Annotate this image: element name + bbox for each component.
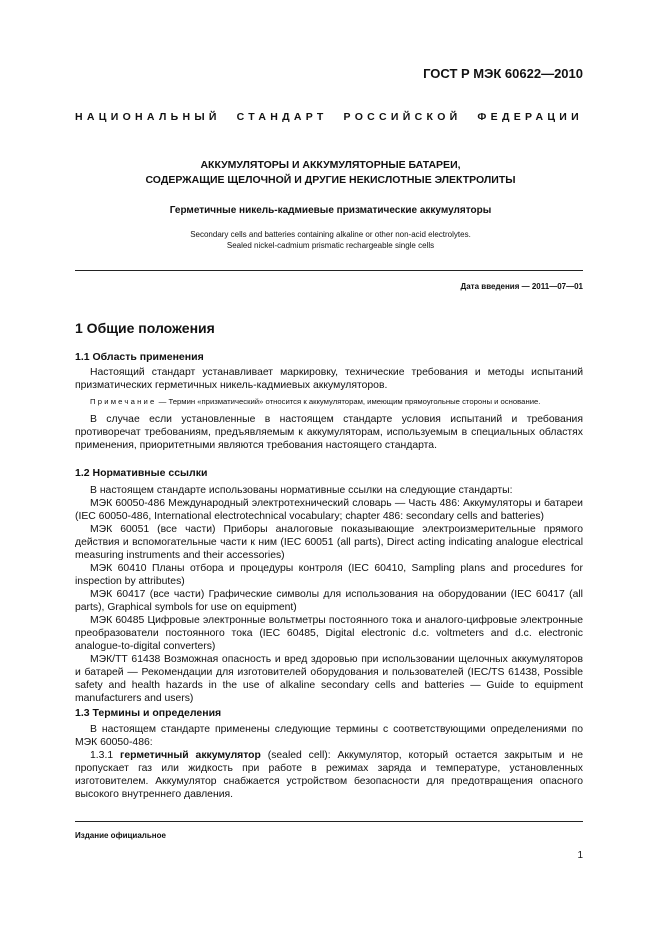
note-label: Примечание bbox=[90, 397, 157, 406]
reference-item: МЭК 60485 Цифровые электронные вольтметры постоянного тока и аналого-цифровые электронные преобразователи постоянного тока (IEC 60485, Digital electronic d.c. voltmeters and d.c. electronic analogue-to-digital converters) bbox=[75, 615, 583, 652]
term-number: 1.3.1 bbox=[90, 750, 114, 761]
subsection-heading-1-1: 1.1 Область применения bbox=[75, 351, 204, 363]
section-heading: 1 Общие положения bbox=[75, 320, 215, 336]
subsection-heading-1-3: 1.3 Термины и определения bbox=[75, 707, 222, 719]
reference-item: МЭК 60417 (все части) Графические символы для использования на оборудовании (IEC 60417 (all parts), Graphical symbols for use on equipment) bbox=[75, 589, 583, 613]
national-standard-banner: НАЦИОНАЛЬНЫЙ СТАНДАРТ РОССИЙСКОЙ ФЕДЕРАЦИИ bbox=[75, 111, 583, 123]
term-name: герметичный аккумулятор bbox=[120, 750, 261, 761]
subsection-heading-1-2: 1.2 Нормативные ссылки bbox=[75, 467, 208, 479]
term-text: (sealed cell): Аккумулятор, который остается закрытым и не пропускает газ или жидкость при работе в режимах заряда и температуре, установленных изготовителем. Аккумулятор снабжается устройством безопасности для предотвращения опасного высокого внутреннего давления. bbox=[75, 750, 584, 800]
paragraph: В случае если установленные в настоящем стандарте условия испытаний и требования противоречат требованиям, предъявляемым к аккумуляторам, используемым в специальных областях применения, приоритетными являются требования настоящего стандарта. bbox=[75, 414, 583, 451]
english-title-line-2: Sealed nickel-cadmium prismatic rechargeable single cells bbox=[226, 241, 435, 250]
reference-item: МЭК 60051 (все части) Приборы аналоговые показывающие электроизмерительные прямого действия и вспомогательные части к ним (IEC 60051 (all parts), Direct acting indicating analogue electrical measuring instruments and their accessories) bbox=[75, 524, 583, 561]
introduction-date: Дата введения — 2011—07—01 bbox=[460, 282, 583, 291]
english-title-line-1: Secondary cells and batteries containing alkaline or other non-acid electrolytes. bbox=[190, 230, 471, 239]
edition-label: Издание официальное bbox=[75, 831, 166, 840]
note bbox=[75, 396, 583, 408]
subsection-1-2-body bbox=[75, 484, 583, 705]
title-line-2: СОДЕРЖАЩИЕ ЩЕЛОЧНОЙ И ДРУГИЕ НЕКИСЛОТНЫЕ ЭЛЕКТРОЛИТЫ bbox=[145, 174, 516, 186]
reference-item: МЭК 60410 Планы отбора и процедуры контроля (IEC 60410, Sampling plans and procedures for inspection by attributes) bbox=[75, 563, 583, 587]
subtitle: Герметичные никель-кадмиевые призматические аккумуляторы bbox=[169, 205, 492, 216]
reference-item: МЭК/ТТ 61438 Возможная опасность и вред здоровью при использовании щелочных аккумуляторов и батарей — Рекомендации для изготовителей оборудования и пользователей (IEC/TS 61438, Possible safety and health hazards in the use of alkaline secondary cells and batteries — Guide to equipment manufacturers and users) bbox=[75, 654, 583, 704]
page-number: 1 bbox=[577, 850, 583, 861]
paragraph: Настоящий стандарт устанавливает маркировку, технические требования и методы испытаний призматических герметичных никель-кадмиевых аккумуляторов. bbox=[75, 367, 583, 391]
subsection-1-3-body bbox=[75, 723, 583, 801]
paragraph: В настоящем стандарте использованы нормативные ссылки на следующие стандарты: bbox=[90, 485, 513, 496]
term-definition bbox=[75, 749, 583, 801]
reference-item: МЭК 60050-486 Международный электротехнический словарь — Часть 486: Аккумуляторы и батареи (IEC 60050-486, International electrotechnical vocabulary; chapter 486: secondary cells and batteries) bbox=[75, 498, 583, 522]
title-line-1: АККУМУЛЯТОРЫ И АККУМУЛЯТОРНЫЕ БАТАРЕИ, bbox=[200, 159, 461, 171]
subsection-1-1-body bbox=[75, 366, 583, 452]
note-text: — Термин «призматический» относится к аккумуляторам, имеющим прямоугольные стороны и основание. bbox=[158, 397, 541, 406]
paragraph: В настоящем стандарте применены следующие термины с соответствующими определениями по МЭК 60050-486: bbox=[75, 724, 583, 748]
document-number: ГОСТ Р МЭК 60622—2010 bbox=[423, 66, 583, 81]
divider-bottom bbox=[75, 821, 583, 822]
divider-top bbox=[75, 270, 583, 271]
